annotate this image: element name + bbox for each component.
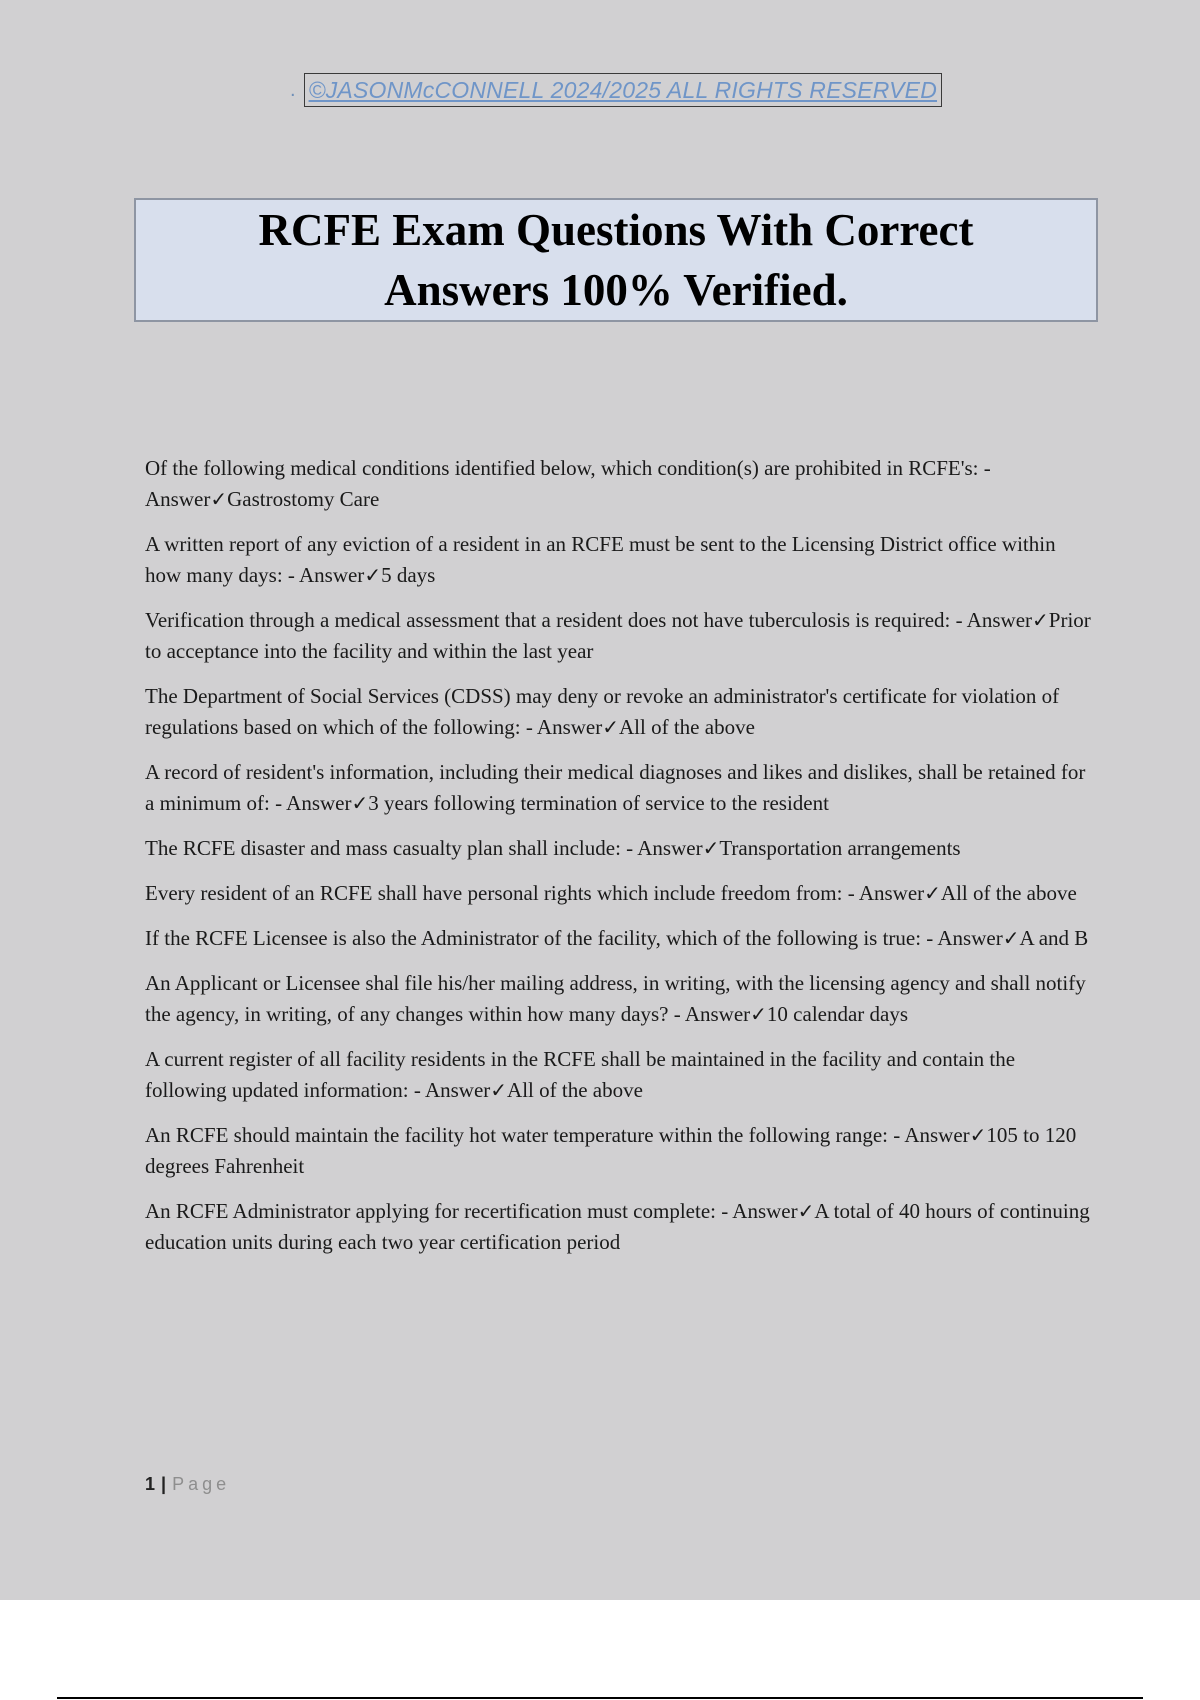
answer-text: 3 years following termination of service to the resident bbox=[368, 791, 829, 815]
qa-item bbox=[145, 757, 1095, 819]
question-text: An Applicant or Licensee shal file his/her mailing address, in writing, with the licensing agency and shall notify the agency, in writing, of any changes within how many days? - Answer bbox=[145, 971, 1086, 1026]
qa-item bbox=[145, 1044, 1095, 1106]
copyright-notice: ©JASONMcCONNELL 2024/2025 ALL RIGHTS RESERVED bbox=[304, 73, 942, 107]
answer-text: 5 days bbox=[381, 563, 436, 587]
answer-text: Prior to acceptance into the facility and within the last year bbox=[145, 608, 1091, 663]
checkmark-icon: ✓ bbox=[210, 487, 228, 511]
question-text: If the RCFE Licensee is also the Administrator of the facility, which of the following is true: - Answer bbox=[145, 926, 1003, 950]
checkmark-icon: ✓ bbox=[797, 1199, 815, 1223]
checkmark-icon: ✓ bbox=[364, 563, 382, 587]
title-box bbox=[134, 198, 1098, 322]
checkmark-icon: ✓ bbox=[602, 715, 620, 739]
answer-text: A total of 40 hours of continuing education units during each two year certification period bbox=[145, 1199, 1090, 1254]
question-text: Of the following medical conditions identified below, which condition(s) are prohibited in RCFE's: - Answer bbox=[145, 456, 991, 511]
answer-text: All of the above bbox=[619, 715, 755, 739]
answer-text: All of the above bbox=[940, 881, 1077, 905]
question-text: A record of resident's information, including their medical diagnoses and likes and dislikes, shall be retained for a minimum of: - Answer bbox=[145, 760, 1086, 815]
qa-item bbox=[145, 529, 1095, 591]
question-text: The Department of Social Services (CDSS) may deny or revoke an administrator's certificate for violation of regulations based on which of the following: - Answer bbox=[145, 684, 1060, 739]
qa-list bbox=[145, 453, 1095, 1272]
answer-text: 105 to 120 degrees Fahrenheit bbox=[145, 1123, 1077, 1178]
qa-item bbox=[145, 453, 1095, 515]
question-text: Verification through a medical assessment that a resident does not have tuberculosis is required: - Answer bbox=[145, 608, 1033, 632]
header-dot: . bbox=[290, 79, 296, 101]
page-number: 1 bbox=[145, 1474, 156, 1494]
checkmark-icon: ✓ bbox=[702, 836, 720, 860]
answer-text: A and B bbox=[1019, 926, 1089, 950]
question-text: The RCFE disaster and mass casualty plan shall include: - Answer bbox=[145, 836, 703, 860]
question-text: An RCFE should maintain the facility hot water temperature within the following range: - Answer bbox=[145, 1123, 970, 1147]
page-label: Page bbox=[172, 1474, 231, 1494]
checkmark-icon: ✓ bbox=[490, 1078, 508, 1102]
answer-text: 10 calendar days bbox=[766, 1002, 909, 1026]
question-text: A written report of any eviction of a resident in an RCFE must be sent to the Licensing District office within how many days: - Answer bbox=[145, 532, 1056, 587]
qa-item bbox=[145, 1196, 1095, 1258]
qa-item bbox=[145, 605, 1095, 667]
checkmark-icon: ✓ bbox=[969, 1123, 987, 1147]
title-line-2: Answers 100% Verified. bbox=[384, 265, 848, 315]
bottom-divider bbox=[57, 1697, 1143, 1699]
checkmark-icon: ✓ bbox=[750, 1002, 767, 1026]
question-text: Every resident of an RCFE shall have personal rights which include freedom from: - Answer bbox=[145, 881, 925, 905]
qa-item bbox=[145, 833, 1095, 864]
page-separator: | bbox=[161, 1474, 167, 1494]
answer-text: All of the above bbox=[507, 1078, 643, 1102]
qa-item bbox=[145, 1120, 1095, 1182]
checkmark-icon: ✓ bbox=[1032, 608, 1049, 632]
page-footer bbox=[145, 1474, 230, 1495]
title-line-1: RCFE Exam Questions With Correct bbox=[258, 205, 974, 255]
checkmark-icon: ✓ bbox=[924, 881, 941, 905]
qa-item bbox=[145, 923, 1095, 954]
document-title bbox=[259, 200, 974, 320]
header bbox=[290, 73, 942, 107]
checkmark-icon: ✓ bbox=[351, 791, 369, 815]
answer-text: Gastrostomy Care bbox=[227, 487, 380, 511]
question-text: An RCFE Administrator applying for recertification must complete: - Answer bbox=[145, 1199, 798, 1223]
answer-text: Transportation arrangements bbox=[719, 836, 961, 860]
qa-item bbox=[145, 878, 1095, 909]
qa-item bbox=[145, 681, 1095, 743]
qa-item bbox=[145, 968, 1095, 1030]
question-text: A current register of all facility residents in the RCFE shall be maintained in the facility and contain the following updated information: - Answer bbox=[145, 1047, 1016, 1102]
checkmark-icon: ✓ bbox=[1002, 926, 1020, 950]
